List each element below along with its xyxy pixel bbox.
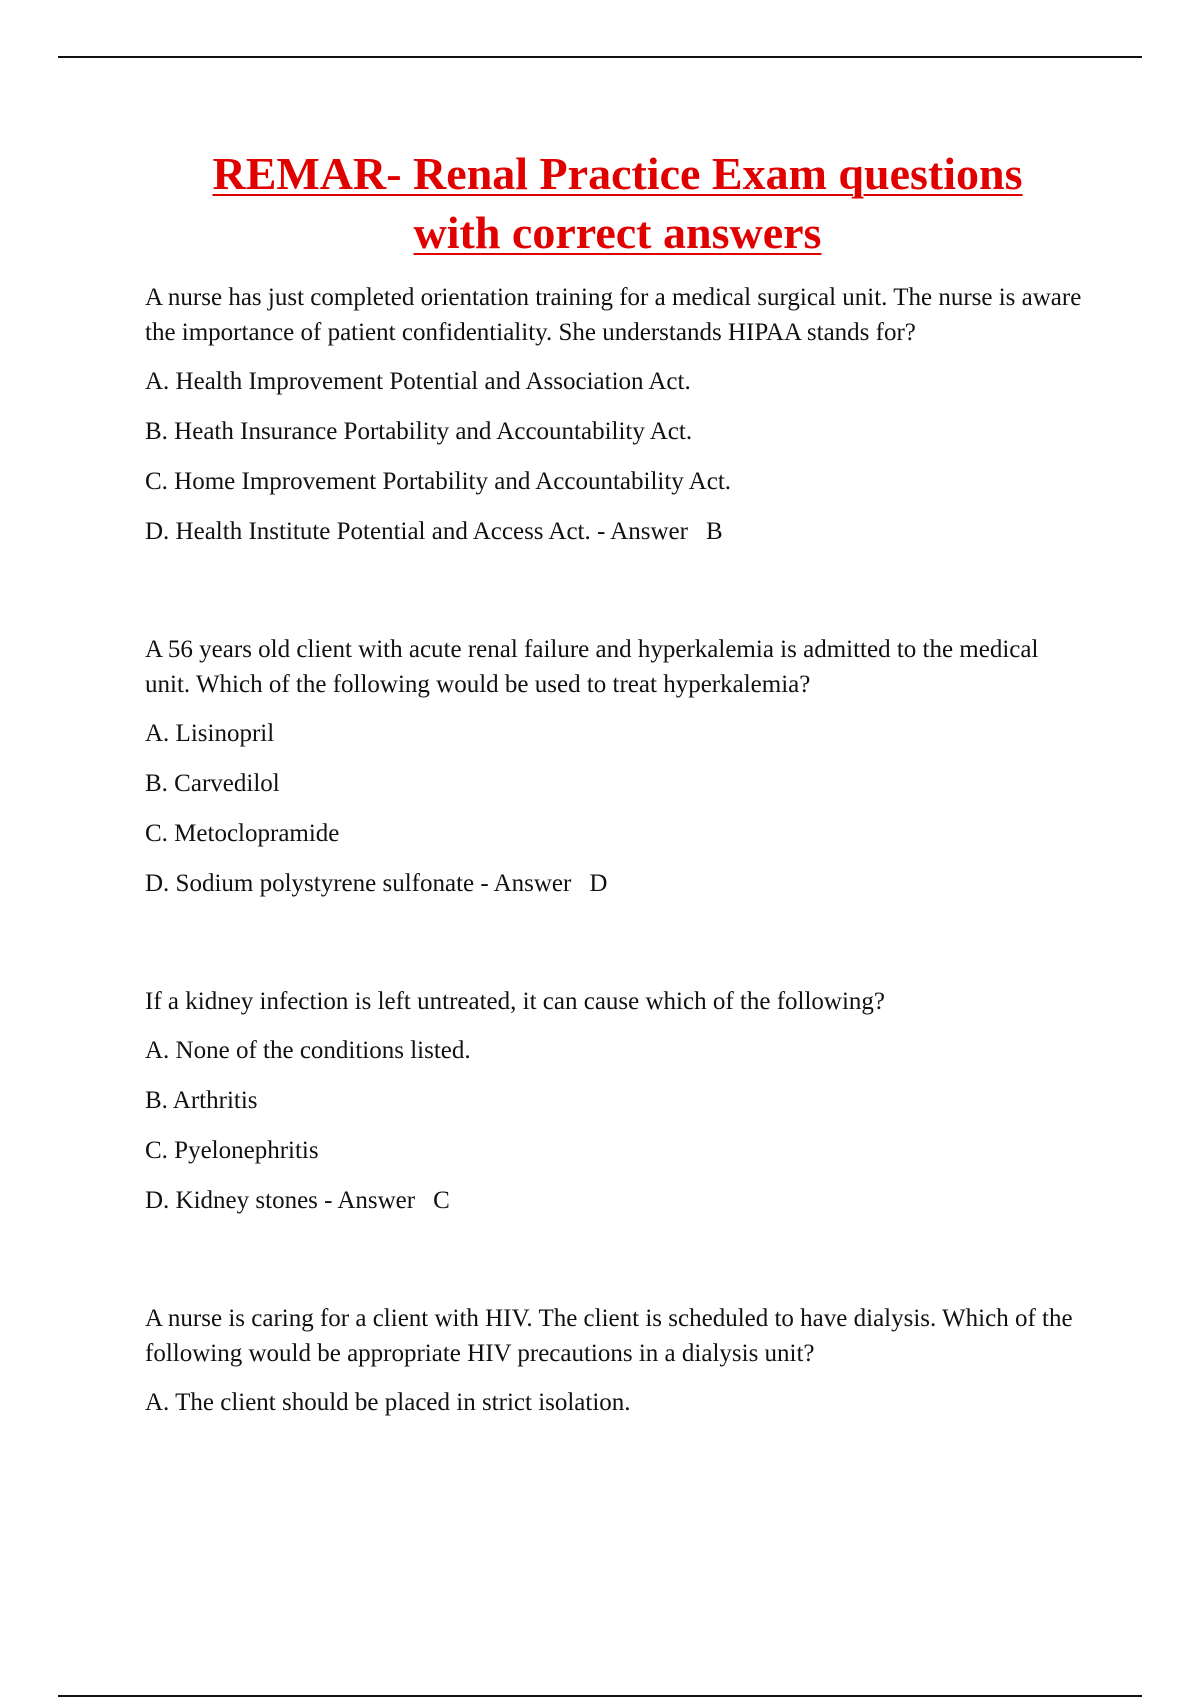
title-line-2: with correct answers xyxy=(413,207,822,258)
answer-letter: B xyxy=(705,518,723,545)
question-text: A 56 years old client with acute renal failure and hyperkalemia is admitted to the medical unit. Which of the following would be used to treat hyperkalemia? xyxy=(145,636,1039,698)
header-rule xyxy=(58,56,1142,58)
answer-letter: D xyxy=(589,870,608,897)
question-1 xyxy=(145,280,1085,549)
option-d-text: D. Kidney stones - Answer xyxy=(145,1187,416,1214)
option-d xyxy=(145,1183,1085,1218)
question-list xyxy=(145,280,1085,1503)
option-b: B. Arthritis xyxy=(145,1087,258,1114)
question-text: A nurse has just completed orientation training for a medical surgical unit. The nurse is aware the importance of patient confidentiality. She understands HIPAA stands for? xyxy=(145,284,1082,346)
option-d-text: D. Health Institute Potential and Access Act. - Answer xyxy=(145,518,688,545)
option-a: A. None of the conditions listed. xyxy=(145,1037,471,1064)
option-d-text: D. Sodium polystyrene sulfonate - Answer xyxy=(145,870,572,897)
answer-letter: C xyxy=(433,1187,450,1214)
option-d xyxy=(145,514,1085,549)
question-2 xyxy=(145,632,1085,901)
option-a: A. The client should be placed in strict isolation. xyxy=(145,1389,631,1416)
question-3 xyxy=(145,984,1085,1218)
option-a: A. Lisinopril xyxy=(145,720,275,747)
question-text: A nurse is caring for a client with HIV. The client is scheduled to have dialysis. Which of the following would be appropriate HIV precautions in a dialysis unit? xyxy=(145,1305,1073,1367)
option-d xyxy=(145,866,1085,901)
title-line-1: REMAR- Renal Practice Exam questions xyxy=(212,148,1023,199)
question-4 xyxy=(145,1301,1085,1420)
footer-rule xyxy=(58,1695,1142,1697)
option-c: C. Home Improvement Portability and Accountability Act. xyxy=(145,468,732,495)
option-b: B. Heath Insurance Portability and Accountability Act. xyxy=(145,418,693,445)
option-a: A. Health Improvement Potential and Association Act. xyxy=(145,368,691,395)
option-c: C. Pyelonephritis xyxy=(145,1137,319,1164)
option-c: C. Metoclopramide xyxy=(145,820,340,847)
option-b: B. Carvedilol xyxy=(145,770,280,797)
question-text: If a kidney infection is left untreated, it can cause which of the following? xyxy=(145,988,886,1015)
document-title xyxy=(60,144,1175,262)
